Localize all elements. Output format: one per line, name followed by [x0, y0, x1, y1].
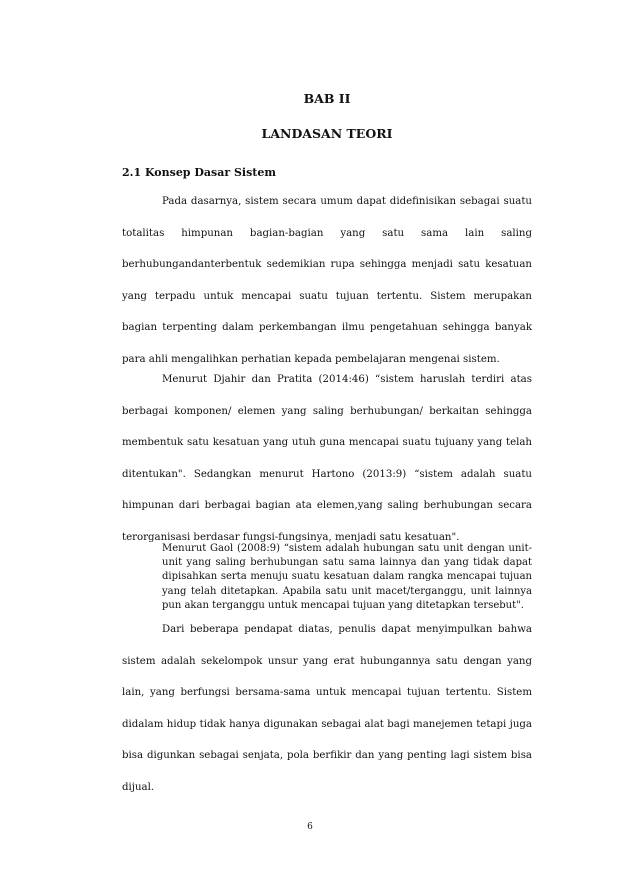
- paragraph-1: Pada dasarnya, sistem secara umum dapat didefinisikan sebagai suatu totalitas himpunan bagian-bagian yang satu sama lain saling berhubungandanterbentuk sedemikian rupa sehingga menjadi satu kesatuan yang terpadu untuk mencapai suatu tujuan tertentu. Sistem merupakan bagian terpenting dalam perkembangan ilmu pengetahuan sehingga banyak para ahli mengalihkan perhatian kepada pembelajaran mengenai sistem.: [122, 196, 532, 365]
- chapter-title: LANDASAN TEORI: [261, 126, 393, 141]
- page-number: 6: [307, 822, 313, 832]
- chapter-number: BAB II: [303, 91, 351, 106]
- block-quote: Menurut Gaol (2008:9) “sistem adalah hubungan satu unit dengan unit-unit yang saling berhubungan satu sama lainnya dan yang tidak dapat dipisahkan serta menuju suatu kesatuan dalam rangka mencapai tujuan yang telah ditetapkan. Apabila satu unit macet/terganggu, unit lainnya pun akan terganggu untuk mencapai tujuan yang ditetapkan tersebut".: [162, 543, 532, 611]
- paragraph-3: Dari beberapa pendapat diatas, penulis dapat menyimpulkan bahwa sistem adalah sekelompok unsur yang erat hubungannya satu dengan yang lain, yang berfungsi bersama-sama untuk mencapai tujuan tertentu. Sistem didalam hidup tidak hanya digunakan sebagai alat bagi manejemen tetapi juga bisa digunkan sebagai senjata, pola berfikir dan yang penting lagi sistem bisa dijual.: [122, 624, 532, 793]
- section-heading: 2.1 Konsep Dasar Sistem: [122, 166, 276, 179]
- paragraph-2: Menurut Djahir dan Pratita (2014:46) “sistem haruslah terdiri atas berbagai komponen/ elemen yang saling berhubungan/ berkaitan sehingga membentuk satu kesatuan yang utuh guna mencapai suatu tujuany yang telah ditentukan". Sedangkan menurut Hartono (2013:9) “sistem adalah suatu himpunan dari berbagai bagian ata elemen,yang saling berhubungan secara terorganisasi berdasar fungsi-fungsinya, menjadi satu kesatuan".: [122, 374, 532, 543]
